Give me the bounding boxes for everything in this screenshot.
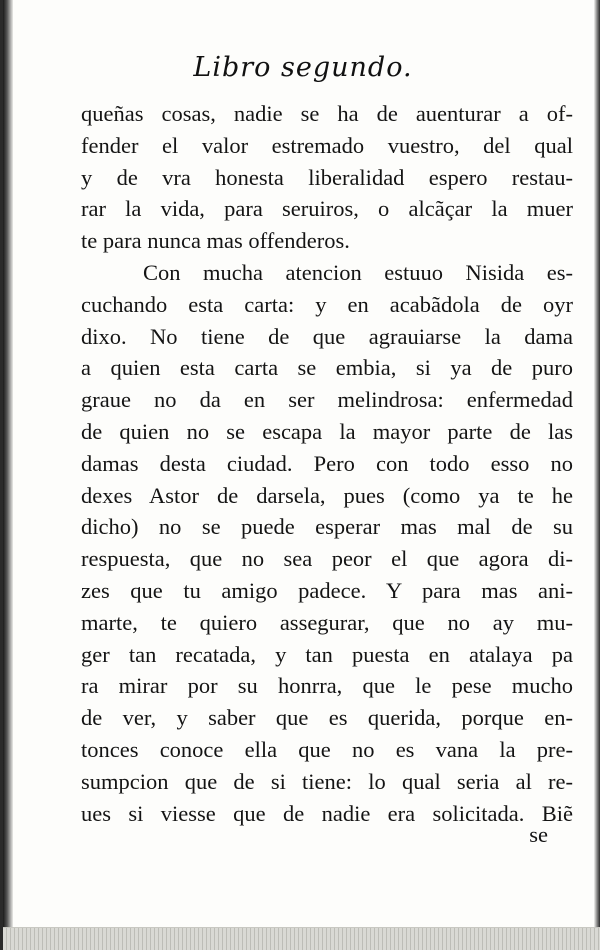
page-bottom-edge <box>3 927 600 950</box>
running-title: Libro segundo. <box>193 52 413 83</box>
text-line: cuchando esta carta: y en acabãdola de oyr <box>81 291 573 317</box>
text-line: fender el valor estremado vuestro, del qual <box>81 132 573 158</box>
text-line: de quien no se escapa la mayor parte de las <box>81 418 573 444</box>
text-line: zes que tu amigo padece. Y para mas ani- <box>81 577 573 603</box>
text-line: graue no da en ser melindrosa: enfermedad <box>81 387 573 413</box>
text-line-paragraph-start: Con mucha atencion estuuo Nisida es- <box>143 259 573 285</box>
text-line: dexes Astor de darsela, pues (como ya te he <box>81 482 573 508</box>
text-line: damas desta ciudad. Pero con todo esso no <box>81 450 573 476</box>
catchword: se <box>529 822 548 847</box>
text-line: sumpcion que de si tiene: lo qual seria al re- <box>81 768 573 794</box>
text-line: respuesta, que no sea peor el que agora di- <box>81 546 573 572</box>
text-line: de ver, y saber que es querida, porque en- <box>81 705 573 731</box>
body-text <box>81 98 573 829</box>
page-edge-shadow <box>594 0 600 950</box>
text-line: tonces conoce ella que no es vana la pre- <box>81 736 573 762</box>
text-line: rar la vida, para seruiros, o alcãçar la muer <box>81 196 573 222</box>
text-line: dixo. No tiene de que agrauiarse la dama <box>81 323 573 349</box>
text-line: ger tan recatada, y tan puesta en atalaya pa <box>81 641 573 667</box>
text-line: a quien esta carta se embia, si ya de puro <box>81 355 573 381</box>
text-line: queñas cosas, nadie se ha de auenturar a of- <box>81 101 573 126</box>
text-line: te para nunca mas offenderos. <box>81 228 350 254</box>
text-line: dicho) no se puede esperar mas mal de su <box>81 514 573 540</box>
text-line: y de vra honesta liberalidad espero restau- <box>81 164 573 190</box>
text-line: ues si viesse que de nadie era solicitada. Biẽ <box>81 800 573 826</box>
page-gutter-shadow <box>3 0 13 950</box>
text-line: ra mirar por su honrra, que le pese mucho <box>81 673 573 699</box>
text-line: marte, te quiero assegurar, que no ay mu- <box>81 609 573 635</box>
